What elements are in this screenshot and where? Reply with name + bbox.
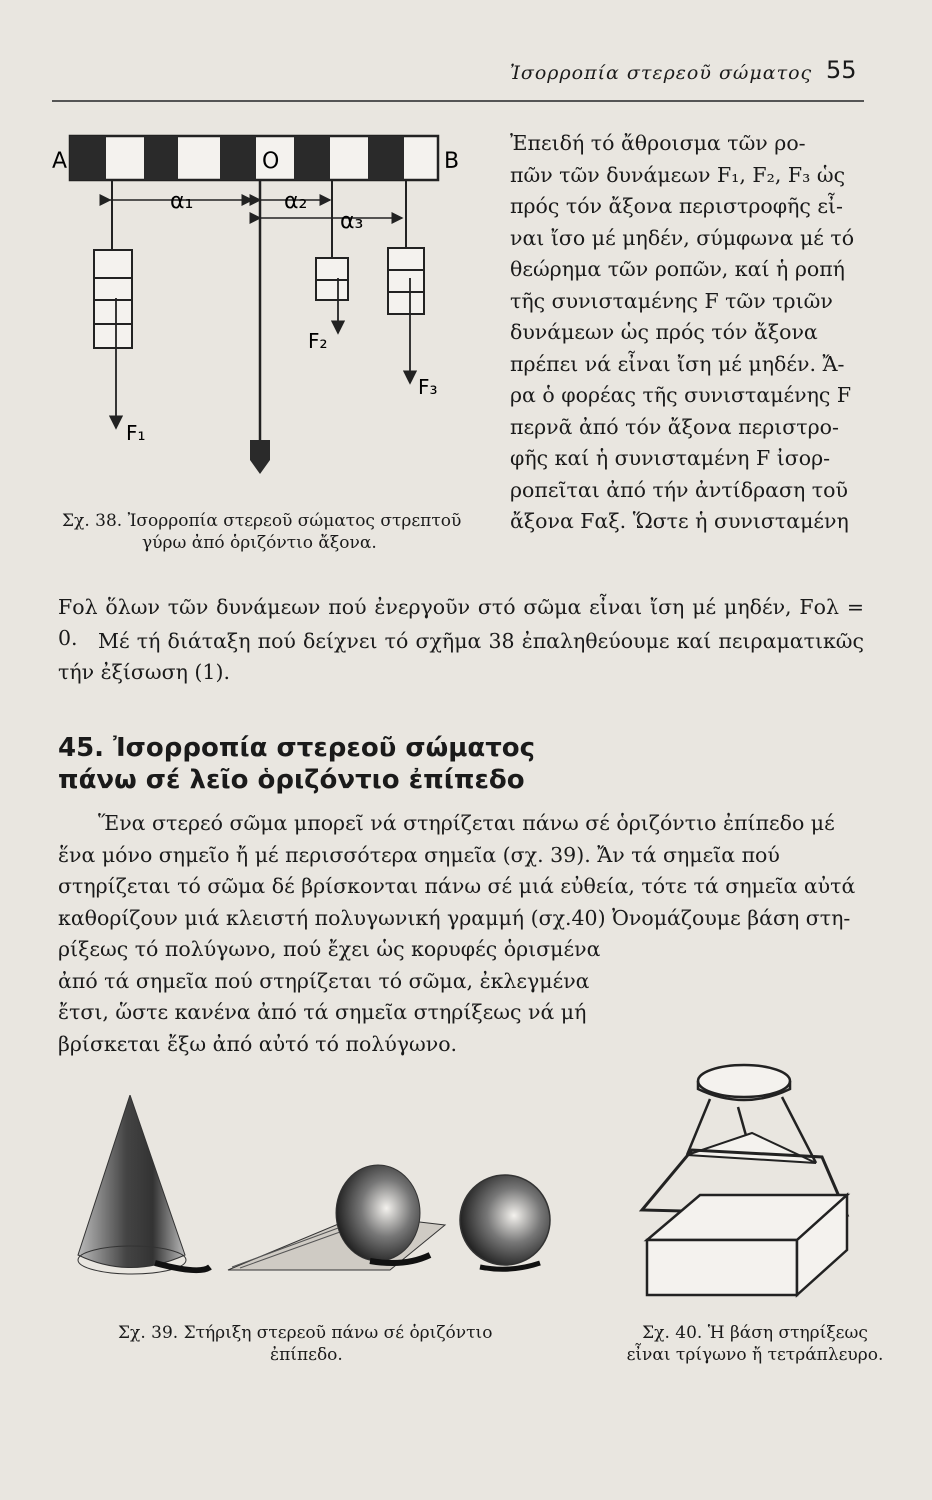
label-A: Α xyxy=(52,149,68,174)
figure-39-caption xyxy=(118,1322,538,1366)
running-title: Ἰσορροπία στερεοῦ σώματος xyxy=(510,62,813,84)
text-line: στηρίζεται τό σῶμα δέ βρίσκονται πάνω σέ μιά εὐθεία, τότε τά σημεῖα αὐτά xyxy=(58,874,856,898)
text-line: ροπεῖται ἀπό τήν ἀντίδραση τοῦ xyxy=(510,477,848,502)
text-line: ναι ἴσο μέ μηδέν, σύμφωνα μέ τό xyxy=(510,225,855,250)
text-line: δυνάμεων ὡς πρός τόν ἄξονα xyxy=(510,320,818,344)
text-line: ρίξεως τό πολύγωνο, πού ἔχει ὡς κορυφές ὁρισμένα xyxy=(58,937,601,961)
label-F3: F₃ xyxy=(418,375,438,399)
text-line: τῆς συνισταμένης F τῶν τριῶν xyxy=(510,288,833,313)
figure-38 xyxy=(40,128,480,498)
figure-38-caption xyxy=(62,510,502,554)
cone-on-plane xyxy=(78,1095,210,1274)
text-line: φῆς καί ἡ συνισταμένη F ἰσορ- xyxy=(510,446,831,470)
tilted-egg-on-plane xyxy=(228,1165,445,1270)
figure-40-caption xyxy=(620,1322,890,1366)
text-line: Ἕνα στερεό σῶμα μπορεῖ νά στηρίζεται πάνω σέ ὁριζόντιο ἐπίπεδο μέ xyxy=(98,811,835,835)
text-line: πρός τόν ἄξονα περιστροφῆς εἶ- xyxy=(510,194,843,218)
figure-38-caption-line2: γύρω ἀπό ὁριζόντιο ἄξονα. xyxy=(142,533,377,553)
figure-39-caption-line2: ἐπίπεδο. xyxy=(270,1345,343,1365)
label-F2: F₂ xyxy=(308,329,328,353)
sphere-on-plane xyxy=(460,1175,550,1269)
text-line: βρίσκεται ἔξω ἀπό αὐτό τό πολύγωνο. xyxy=(58,1031,458,1056)
figure-40-caption-line1: Σχ. 40. Ἡ βάση στηρίξεως xyxy=(642,1323,868,1343)
text-line: ἀπό τά σημεῖα πού στηρίζεται τό σῶμα, ἐκλεγμένα xyxy=(58,968,590,993)
label-a3: α₃ xyxy=(340,209,364,234)
header-rule xyxy=(52,100,864,102)
page-number: 55 xyxy=(826,56,857,84)
text-line: Ἐπειδή τό ἄθροισμα τῶν ρο- xyxy=(510,131,806,155)
figure-40 xyxy=(632,1055,882,1310)
label-F1: F₁ xyxy=(126,421,146,445)
figure-38-caption-line1: Σχ. 38. Ἰσορροπία στερεοῦ σώματος στρεπτοῦ xyxy=(62,511,462,531)
text-line: ρα ὁ φορέας τῆς συνισταμένης F xyxy=(510,383,852,407)
weight-right xyxy=(388,180,424,314)
section-45-heading xyxy=(58,732,658,796)
label-a2: α₂ xyxy=(284,189,308,214)
section-heading-line1: 45. Ἰσορροπία στερεοῦ σώματος xyxy=(58,733,536,763)
text-line: πρέπει νά εἶναι ἴση μέ μηδέν. Ἄ- xyxy=(510,351,845,376)
stool-triangular-base xyxy=(642,1065,847,1215)
label-O: Ο xyxy=(262,149,280,174)
weight-left xyxy=(94,180,132,348)
right-column-text xyxy=(510,128,862,538)
text-line: ἄξονα Fαξ. Ὥστε ἡ συνισταμένη xyxy=(510,509,849,533)
label-B: Β xyxy=(444,149,460,174)
figure-39-caption-line1: Σχ. 39. Στήριξη στερεοῦ πάνω σέ ὁριζόντιο xyxy=(118,1323,493,1343)
section-heading-line2: πάνω σέ λεῖο ὁριζόντιο ἐπίπεδο xyxy=(58,765,525,795)
paragraph-resultant-zero: Fολ ὅλων τῶν δυνάμεων πού ἐνεργοῦν στό σῶμα εἶναι ἴση μέ μηδέν, Fολ = 0. xyxy=(58,595,864,650)
plumb-bob xyxy=(250,180,270,474)
force-arrows xyxy=(116,278,410,428)
figure-40-caption-line2: εἶναι τρίγωνο ἤ τετράπλευρο. xyxy=(626,1345,884,1365)
section-45-paragraph xyxy=(58,808,864,1060)
text-line: ἕνα μόνο σημεῖο ἤ μέ περισσότερα σημεῖα (σχ. 39). Ἄν τά σημεῖα πού xyxy=(58,842,780,867)
text-line: περνᾶ ἀπό τόν ἄξονα περιστρο- xyxy=(510,414,839,439)
lever-bar xyxy=(70,136,438,180)
text-line: καθορίζουν μιά κλειστή πολυγωνική γραμμή (σχ.40) Ὀνομάζουμε βάση στη- xyxy=(58,905,851,930)
figure-39 xyxy=(60,1095,605,1310)
weight-middle xyxy=(316,180,348,300)
text-line: ἔτσι, ὥστε κανένα ἀπό τά σημεῖα στηρίξεως νά μή xyxy=(58,1000,587,1024)
text-line: θεώρημα τῶν ροπῶν, καί ἡ ροπή xyxy=(510,257,845,281)
paragraph-experimental-verification: Μέ τή διάταξη πού δείχνει τό σχῆμα 38 ἐπαληθεύουμε καί πειραματικῶς τήν ἐξίσωση (1). xyxy=(58,629,864,684)
label-a1: α₁ xyxy=(170,189,194,214)
text-line: πῶν τῶν δυνάμεων F₁, F₂, F₃ ὡς xyxy=(510,162,846,187)
